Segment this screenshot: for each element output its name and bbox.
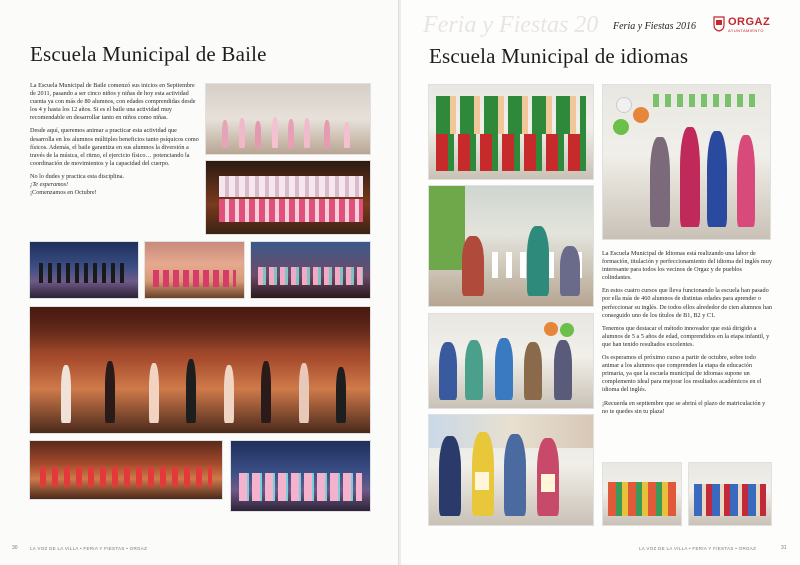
idiomas-paragraph-5: ¡Recuerda en septiembre que se abrirá el plazo de matriculación y no te quedes sin tu plaza! bbox=[602, 399, 766, 415]
right-page bbox=[401, 0, 800, 565]
idiomas-certificates-photo bbox=[428, 414, 594, 526]
baile-paragraph-2: Desde aquí, queremos animar a practicar esta actividad que desarrolla en los alumnos múltiples beneficios tanto psíquicos como físicos. Además, el baile garantiza en sus alumnos la diversión a través de la música, el ritmo, el ejercicio físico… potenciando la coordinación de movimientos y la capacidad del cuerpo. bbox=[30, 127, 199, 167]
idiomas-paragraph-3: Tenemos que destacar el método innovador que está dirigido a alumnos de 5 a 5 años de edad, comprendidos en la etapa infantil, y que han tenido resultados excelentes. bbox=[602, 324, 770, 348]
baile-paragraph-1: La Escuela Municipal de Baile comenzó sus inicios en Septiembre de 2011, pasando a ser cinco niños y niñas de hoy esta actividad cuenta ya con más de 80 alumnos, con edades comprendidas desde los 4 y hasta los 12 años. Si es el baile una actividad muy recomendable en desarrollar tanto en niños como niñas. bbox=[30, 82, 196, 122]
logo-sub: AYUNTAMIENTO bbox=[728, 28, 764, 33]
baile-closing-1: No lo dudes y practica esta disciplina. bbox=[30, 172, 124, 180]
left-page bbox=[0, 0, 399, 565]
baile-group-photo bbox=[205, 160, 371, 235]
header-label: Feria y Fiestas 2016 bbox=[613, 21, 697, 32]
baile-main-stage-photo bbox=[29, 306, 371, 434]
baile-stage-photo-5 bbox=[230, 440, 371, 512]
baile-body bbox=[30, 82, 200, 197]
idiomas-kids-photo-2 bbox=[688, 462, 772, 526]
idiomas-floor-photo bbox=[428, 185, 594, 307]
right-footer: LA VOZ DE LA VILLA • FERIA Y FIESTAS • ORGAZ bbox=[639, 546, 757, 551]
idiomas-kids-photo-1 bbox=[602, 462, 682, 526]
baile-title: Escuela Municipal de Baile bbox=[30, 42, 267, 66]
crest-icon bbox=[713, 16, 725, 32]
logo-name: ORGAZ bbox=[728, 16, 771, 28]
left-footer: LA VOZ DE LA VILLA • FERIA Y FIESTAS • ORGAZ bbox=[30, 546, 148, 551]
baile-stage-photo-4 bbox=[29, 440, 223, 500]
idiomas-title: Escuela Municipal de idiomas bbox=[429, 44, 689, 68]
baile-studio-photo bbox=[205, 83, 371, 155]
baile-stage-photo-3 bbox=[250, 241, 371, 299]
baile-closing-2: ¡Te esperamos! bbox=[30, 181, 69, 189]
idiomas-paragraph-4: Os esperamos el próximo curso a partir de octubre, sobre todo animar a los alumnos que comprenden la etapa de educación primaria, ya que la escuela municipal de idiomas supone un complemento ideal para mejorar los resultados académicos en el idioma del inglés. bbox=[602, 354, 762, 394]
idiomas-masks-photo bbox=[428, 84, 594, 180]
header-watermark: Feria y Fiestas 20 bbox=[423, 12, 599, 38]
baile-stage-photo-2 bbox=[144, 241, 245, 299]
idiomas-balloons-photo bbox=[602, 84, 771, 240]
idiomas-body bbox=[602, 250, 772, 421]
right-page-number: 31 bbox=[781, 545, 787, 551]
idiomas-paragraph-1: La Escuela Municipal de Idiomas está realizando una labor de formación, titulación y perfeccionamiento del idioma del inglés muy interesante para todos los vecinos de Orgaz y de pueblos colindantes. bbox=[602, 250, 772, 282]
baile-stage-photo-1 bbox=[29, 241, 139, 299]
idiomas-class-photo bbox=[428, 313, 594, 409]
left-page-number: 30 bbox=[12, 545, 18, 551]
idiomas-paragraph-2: En estos cuatro cursos que lleva funcionando la escuela han pasado por ella más de 460 alumnos de distintas edades para aprender o perfeccionar su inglés. De todos ellos alrededor de cien alumnos han conseguido uno de los títulos de B1, B2 y C1. bbox=[602, 287, 772, 319]
baile-closing-3: ¡Comenzamos en Octubre! bbox=[30, 189, 97, 197]
